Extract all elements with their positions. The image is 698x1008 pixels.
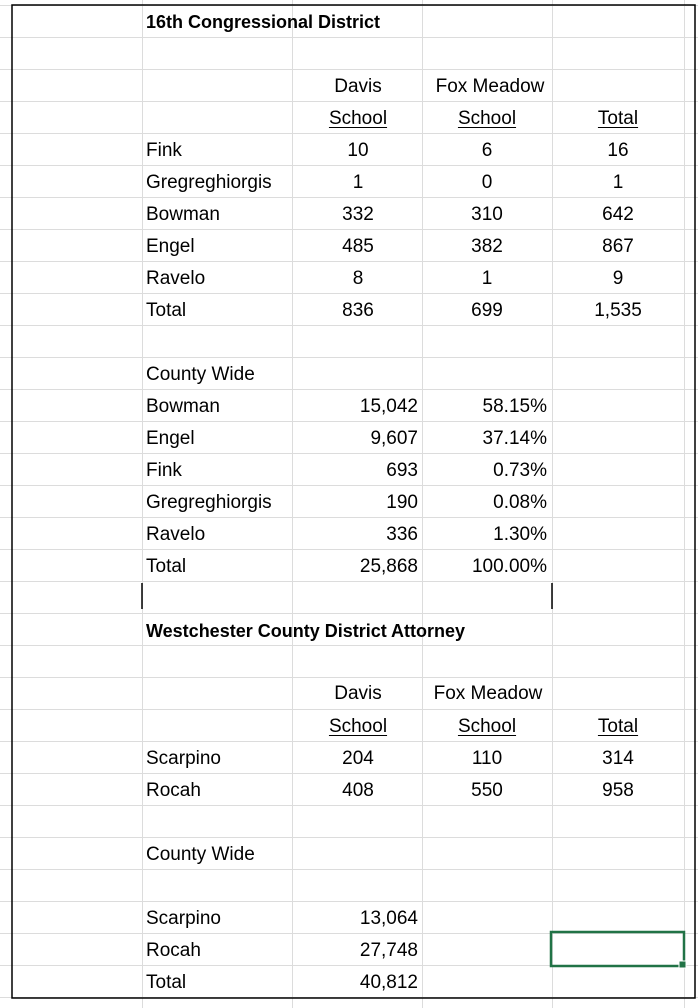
congress-header-davis: Davis — [334, 76, 382, 97]
fox-votes: 0 — [481, 172, 493, 193]
fox-votes: 110 — [471, 748, 503, 769]
total-votes: 1 — [612, 172, 624, 193]
fox-votes: 310 — [471, 204, 503, 225]
davis-votes: 10 — [347, 140, 369, 161]
congress-title: 16th Congressional District — [146, 12, 381, 32]
da-header-total: Total — [597, 716, 639, 737]
selected-cell[interactable] — [551, 932, 684, 966]
county-percent: 1.30% — [493, 524, 547, 545]
candidate-name: Gregreghiorgis — [146, 172, 272, 193]
candidate-name: Rocah — [146, 780, 201, 801]
county-total-votes: 25,868 — [359, 556, 418, 577]
da-title: Westchester County District Attorney — [146, 621, 466, 641]
candidate-name: Bowman — [146, 396, 220, 417]
da-header-davis: Davis — [334, 683, 382, 704]
davis-votes: 1 — [352, 172, 364, 193]
county-percent: 0.08% — [493, 492, 547, 513]
congress-header-school-2: School — [457, 108, 517, 129]
candidate-name: Engel — [146, 236, 195, 257]
county-votes: 13,064 — [359, 908, 418, 929]
fox-votes: 6 — [481, 140, 493, 161]
congress-header-fox: Fox Meadow — [435, 76, 545, 97]
candidate-name: Gregreghiorgis — [146, 492, 272, 513]
davis-votes: 485 — [342, 236, 374, 257]
davis-votes: 8 — [352, 268, 364, 289]
total-votes: 867 — [602, 236, 634, 257]
fox-total: 699 — [471, 300, 503, 321]
congress-county-wide-label: County Wide — [146, 364, 255, 385]
county-percent: 58.15% — [482, 396, 547, 417]
total-votes: 16 — [607, 140, 629, 161]
candidate-name: Engel — [146, 428, 195, 449]
candidate-name: Fink — [146, 460, 182, 481]
congress-header-school-1: School — [328, 108, 388, 129]
candidate-name: Bowman — [146, 204, 220, 225]
grand-total: 1,535 — [594, 300, 642, 321]
county-votes: 336 — [386, 524, 418, 545]
candidate-name: Ravelo — [146, 268, 206, 289]
county-votes: 15,042 — [359, 396, 418, 417]
fill-handle[interactable] — [679, 961, 686, 968]
candidate-name: Scarpino — [146, 908, 221, 929]
total-votes: 9 — [612, 268, 624, 289]
candidate-name: Rocah — [146, 940, 201, 961]
davis-votes: 332 — [342, 204, 374, 225]
total-votes: 642 — [602, 204, 634, 225]
total-label: Total — [146, 972, 187, 993]
candidate-name: Ravelo — [146, 524, 206, 545]
fox-votes: 382 — [471, 236, 503, 257]
county-total-votes: 40,812 — [359, 972, 418, 993]
da-county-wide-label: County Wide — [146, 844, 255, 865]
fox-votes: 550 — [471, 780, 503, 801]
total-votes: 314 — [602, 748, 634, 769]
da-header-fox: Fox Meadow — [433, 683, 543, 704]
davis-votes: 408 — [342, 780, 374, 801]
davis-votes: 204 — [342, 748, 374, 769]
fox-votes: 1 — [481, 268, 493, 289]
county-total-percent: 100.00% — [471, 556, 547, 577]
county-percent: 0.73% — [493, 460, 547, 481]
davis-total: 836 — [342, 300, 374, 321]
da-header-school-1: School — [328, 716, 388, 737]
total-label: Total — [146, 300, 187, 321]
county-percent: 37.14% — [482, 428, 547, 449]
total-label: Total — [146, 556, 187, 577]
county-votes: 27,748 — [359, 940, 418, 961]
candidate-name: Scarpino — [146, 748, 221, 769]
county-votes: 190 — [386, 492, 418, 513]
total-votes: 958 — [602, 780, 634, 801]
county-votes: 693 — [386, 460, 418, 481]
congress-header-total: Total — [597, 108, 639, 129]
candidate-name: Fink — [146, 140, 182, 161]
county-votes: 9,607 — [370, 428, 418, 449]
da-header-school-2: School — [457, 716, 517, 737]
